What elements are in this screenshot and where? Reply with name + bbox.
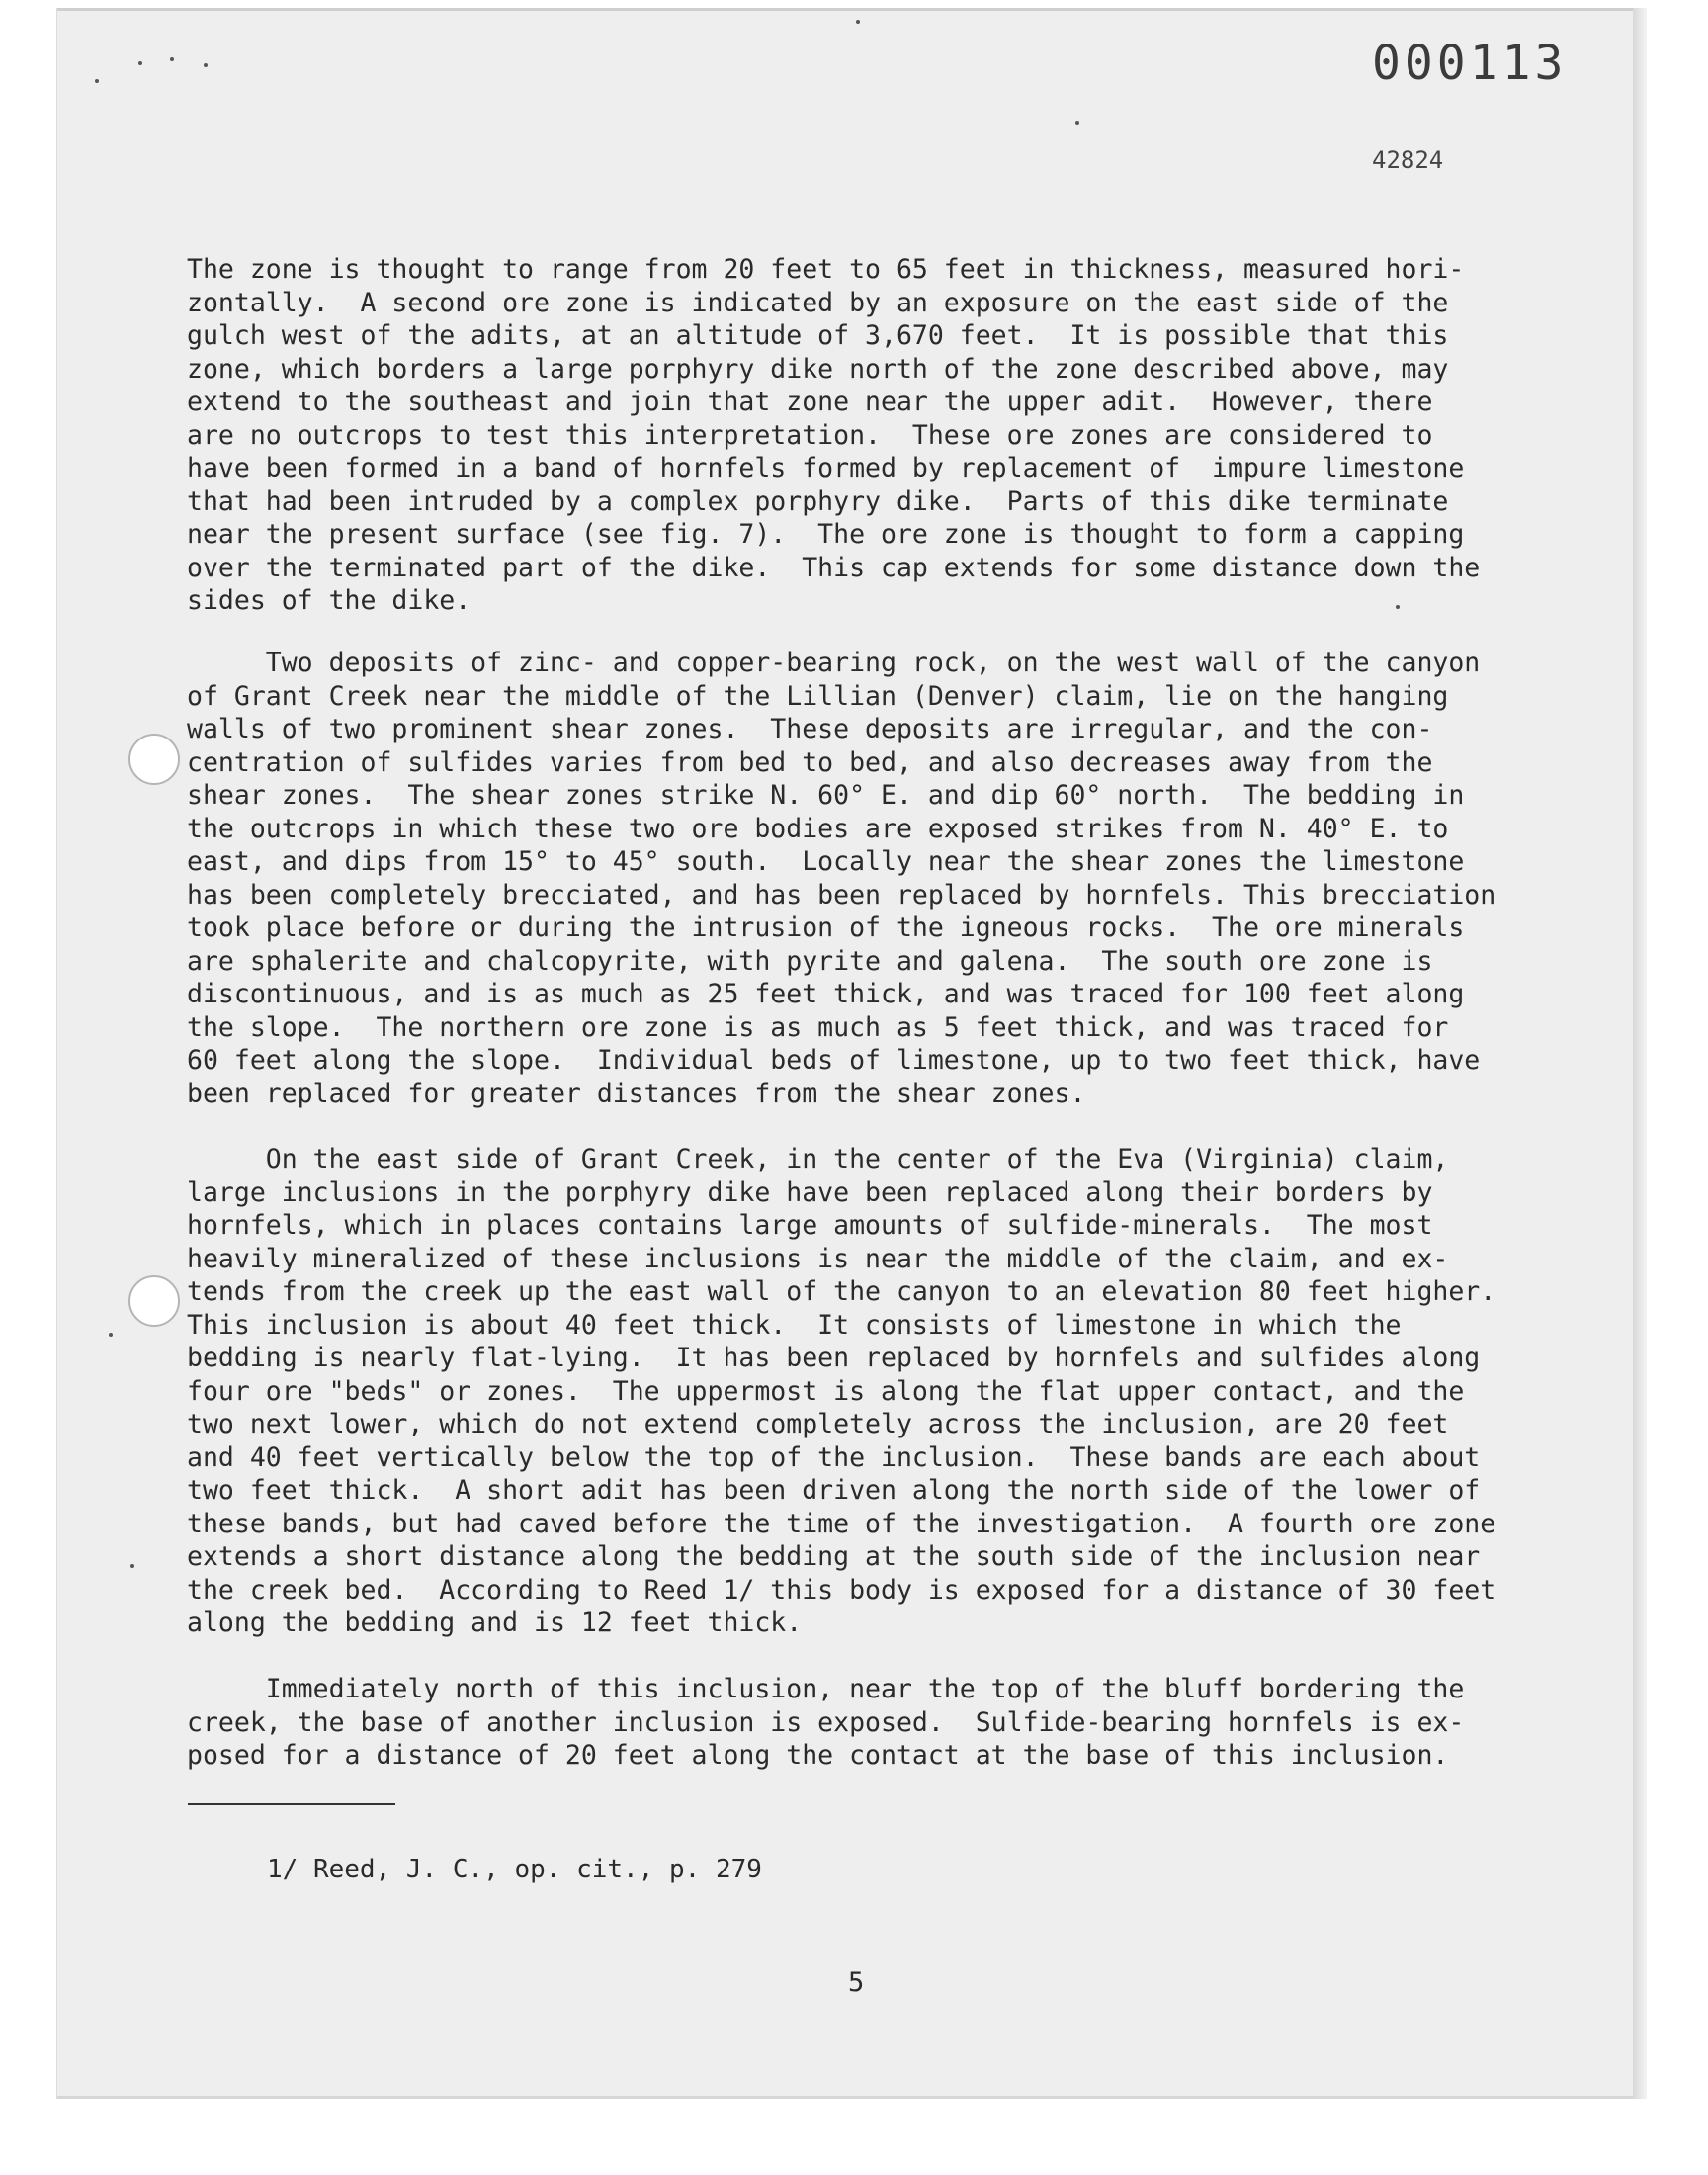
ink-speck	[1075, 121, 1079, 125]
text-line: have been formed in a band of hornfels formed by replacement of impure limestone	[187, 453, 1465, 483]
text-line: are no outcrops to test this interpretation. These ore zones are considered to	[187, 419, 1433, 451]
ink-speck	[138, 61, 142, 65]
paragraph	[187, 1673, 1464, 1773]
ink-speck	[204, 63, 208, 67]
text-line: extend to the southeast and join that zone near the upper adit. However, there	[187, 387, 1433, 417]
ink-speck	[109, 1333, 113, 1337]
page-top-edge	[57, 8, 1639, 11]
text-line: are sphalerite and chalcopyrite, with pyrite and galena. The south ore zone is	[187, 945, 1433, 977]
text-line: walls of two prominent shear zones. These deposits are irregular, and the con-	[187, 714, 1433, 744]
text-line: gulch west of the adits, at an altitude of 3,670 feet. It is possible that this	[187, 320, 1449, 351]
text-line: the outcrops in which these two ore bodies are exposed strikes from N. 40° E. to	[187, 813, 1449, 844]
text-line: the slope. The northern ore zone is as much as 5 feet thick, and was traced for	[187, 1011, 1449, 1043]
text-line: been replaced for greater distances from the shear zones.	[187, 1078, 1086, 1109]
text-line: Immediately north of this inclusion, near the top of the bluff bordering the	[187, 1674, 1465, 1704]
text-line: zone, which borders a large porphyry dike north of the zone described above, may	[187, 353, 1449, 385]
text-line: posed for a distance of 20 feet along the contact at the base of this inclusion.	[187, 1740, 1449, 1771]
text-line: tends from the creek up the east wall of the canyon to an elevation 80 feet higher.	[187, 1276, 1496, 1307]
text-line: hornfels, which in places contains large amounts of sulfide-minerals. The most	[187, 1210, 1433, 1241]
ink-speck	[95, 79, 99, 83]
text-line: creek, the base of another inclusion is exposed. Sulfide-bearing hornfels is ex-	[187, 1706, 1465, 1738]
ink-speck	[130, 1564, 134, 1568]
text-line: of Grant Creek near the middle of the Lillian (Denver) claim, lie on the hanging	[187, 680, 1449, 712]
text-line: took place before or during the intrusion of the igneous rocks. The ore minerals	[187, 913, 1465, 943]
footnote-divider	[188, 1803, 395, 1805]
text-line: heavily mineralized of these inclusions is near the middle of the claim, and ex-	[187, 1243, 1449, 1274]
text-line: extends a short distance along the bedding at the south side of the inclusion near	[187, 1541, 1481, 1572]
text-line: sides of the dike.	[187, 585, 471, 616]
text-line: shear zones. The shear zones strike N. 60° E. and dip 60° north. The bedding in	[187, 780, 1465, 811]
page-number: 5	[848, 1967, 865, 1998]
text-line: large inclusions in the porphyry dike have been replaced along their borders by	[187, 1176, 1433, 1208]
text-line: east, and dips from 15° to 45° south. Locally near the shear zones the limestone	[187, 846, 1465, 877]
text-line: On the east side of Grant Creek, in the center of the Eva (Virginia) claim,	[187, 1144, 1449, 1174]
text-line: and 40 feet vertically below the top of the inclusion. These bands are each about	[187, 1441, 1481, 1473]
text-line: two next lower, which do not extend completely across the inclusion, are 20 feet	[187, 1409, 1449, 1439]
document-number: 42824	[1372, 146, 1444, 174]
text-line: bedding is nearly flat-lying. It has been replaced by hornfels and sulfides along	[187, 1343, 1481, 1373]
paragraph	[187, 1143, 1495, 1640]
text-line: Two deposits of zinc- and copper-bearing rock, on the west wall of the canyon	[187, 648, 1481, 678]
punch-hole	[128, 734, 180, 785]
text-line: over the terminated part of the dike. This cap extends for some distance down the	[187, 552, 1481, 583]
ink-speck	[170, 57, 174, 61]
text-line: The zone is thought to range from 20 feet to 65 feet in thickness, measured hori-	[187, 254, 1465, 285]
text-line: discontinuous, and is as much as 25 feet thick, and was traced for 100 feet along	[187, 979, 1465, 1009]
text-line: these bands, but had caved before the time of the investigation. A fourth ore zone	[187, 1508, 1496, 1539]
text-line: that had been intruded by a complex porphyry dike. Parts of this dike terminate	[187, 485, 1449, 517]
text-line: two feet thick. A short adit has been driven along the north side of the lower of	[187, 1475, 1481, 1506]
text-line: four ore "beds" or zones. The uppermost is along the flat upper contact, and the	[187, 1375, 1465, 1407]
text-line: the creek bed. According to Reed 1/ this body is exposed for a distance of 30 feet	[187, 1574, 1496, 1606]
stamp-number: 000113	[1372, 36, 1568, 91]
page-bottom-edge	[57, 2096, 1639, 2099]
paragraph	[187, 253, 1480, 618]
text-line: centration of sulfides varies from bed to bed, and also decreases away from the	[187, 746, 1433, 778]
text-line: near the present surface (see fig. 7). The ore zone is thought to form a capping	[187, 519, 1465, 550]
ink-speck	[856, 20, 860, 24]
page-edge-shadow	[1633, 8, 1647, 2099]
paragraph	[187, 647, 1495, 1110]
punch-hole	[128, 1275, 180, 1327]
text-line: zontally. A second ore zone is indicated by an exposure on the east side of the	[187, 287, 1449, 318]
text-line: has been completely brecciated, and has been replaced by hornfels. This brecciation	[187, 879, 1496, 911]
text-line: This inclusion is about 40 feet thick. It consists of limestone in which the	[187, 1309, 1402, 1341]
text-line: 60 feet along the slope. Individual beds of limestone, up to two feet thick, have	[187, 1045, 1481, 1076]
footnote: 1/ Reed, J. C., op. cit., p. 279	[267, 1855, 762, 1884]
text-line: along the bedding and is 12 feet thick.	[187, 1608, 803, 1638]
